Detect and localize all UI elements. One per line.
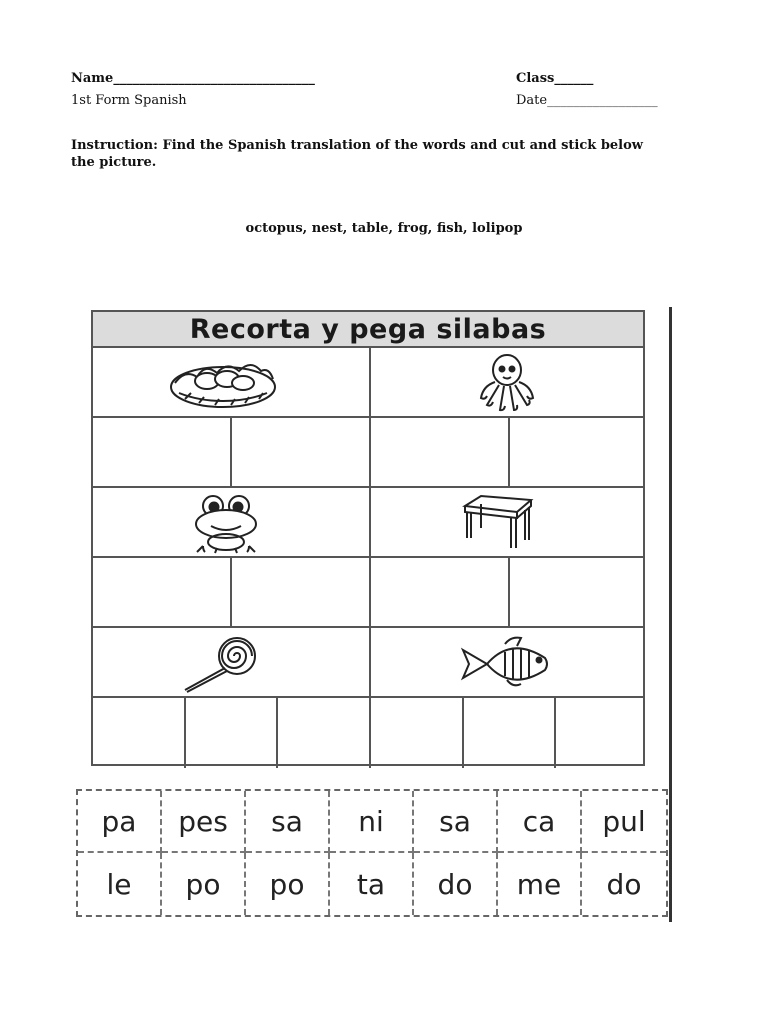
page-edge-bar — [669, 307, 672, 922]
syllable-card[interactable]: do — [414, 853, 498, 915]
syllable-card[interactable]: po — [162, 853, 246, 915]
syllable-card[interactable]: le — [78, 853, 162, 915]
date-field-label: Date_________________ — [516, 93, 658, 108]
answer-row-1 — [93, 418, 643, 488]
form-label: 1st Form Spanish — [71, 93, 187, 108]
syllable-card[interactable]: pes — [162, 791, 246, 853]
syllable-cutout-grid — [76, 789, 668, 917]
nest-icon — [165, 353, 281, 411]
picture-row-1 — [93, 348, 643, 418]
table-icon — [459, 494, 535, 552]
syllable-card[interactable]: po — [246, 853, 330, 915]
syllable-card[interactable]: ta — [330, 853, 414, 915]
answer-row-3 — [93, 698, 643, 768]
syllable-card[interactable]: me — [498, 853, 582, 915]
lollipop-icon — [181, 634, 271, 694]
instruction-text: Instruction: Find the Spanish translation of the words and cut and stick below the picture. — [71, 138, 643, 170]
worksheet-title: Recorta y pega silabas — [93, 312, 643, 348]
octopus-icon — [475, 350, 539, 414]
name-field-label: Name_______________________________ — [71, 71, 315, 86]
syllable-card[interactable]: do — [606, 867, 642, 901]
syllable-card[interactable]: ca — [498, 791, 582, 853]
picture-row-3 — [93, 628, 643, 698]
syllable-card[interactable]: ni — [330, 791, 414, 853]
syllable-card[interactable]: pa — [78, 791, 162, 853]
class-field-label: Class______ — [516, 71, 594, 86]
syllable-card[interactable]: sa — [246, 791, 330, 853]
frog-icon — [191, 492, 261, 554]
answer-row-2 — [93, 558, 643, 628]
word-list: octopus, nest, table, frog, fish, lolipop — [245, 221, 523, 236]
worksheet-table — [91, 310, 645, 766]
syllable-card[interactable]: pul — [582, 791, 666, 853]
picture-row-2 — [93, 488, 643, 558]
syllable-card[interactable]: sa — [414, 791, 498, 853]
fish-icon — [457, 636, 557, 692]
